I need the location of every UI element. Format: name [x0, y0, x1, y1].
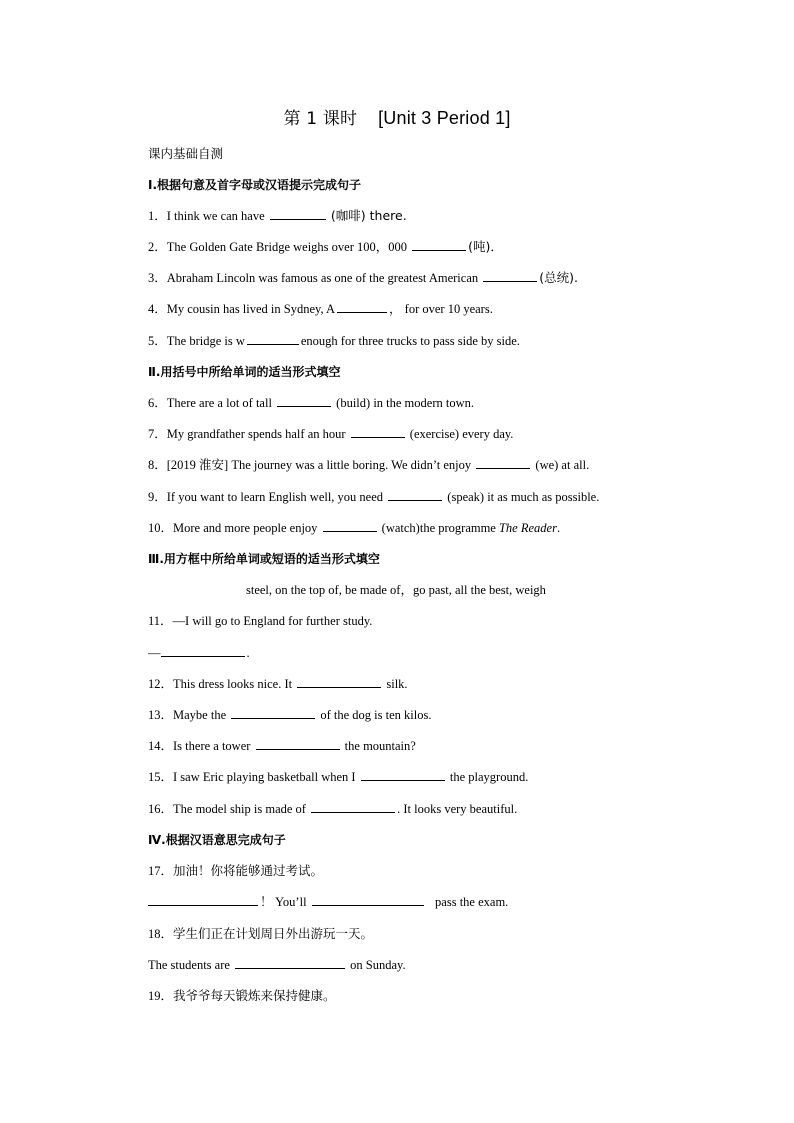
question-7	[148, 426, 513, 442]
subheading: 课内基础自测	[148, 146, 224, 161]
question-text-mid: (watch)the programme	[381, 521, 496, 535]
answer-blank[interactable]	[388, 489, 442, 501]
period: .	[246, 646, 250, 660]
question-18-answer-line	[148, 957, 406, 973]
answer-text: ！ You’ll	[260, 895, 307, 909]
question-17	[148, 863, 323, 879]
answer-blank[interactable]	[323, 520, 377, 532]
answer-blank[interactable]	[148, 894, 258, 906]
section-1-heading: Ⅰ.根据句意及首字母或汉语提示完成句子	[148, 178, 362, 192]
question-8	[148, 457, 589, 473]
answer-blank[interactable]	[361, 769, 445, 781]
section-3-heading: Ⅲ.用方框中所给单词或短语的适当形式填空	[148, 552, 380, 566]
dash: —	[148, 646, 161, 660]
question-hint: (咖啡) there.	[330, 208, 407, 223]
answer-blank[interactable]	[247, 333, 299, 345]
question-text-end: (build) in the modern town.	[336, 396, 474, 410]
question-number: 5．	[148, 334, 167, 348]
question-number: 16．	[148, 802, 174, 816]
answer-blank[interactable]	[311, 801, 395, 813]
question-chinese: 我爷爷每天锻炼来保持健康。	[173, 988, 336, 1003]
section-2-heading: Ⅱ.用括号中所给单词的适当形式填空	[148, 365, 341, 379]
question-number: 17．	[148, 864, 174, 878]
question-number: 13．	[148, 708, 174, 722]
question-13	[148, 707, 431, 723]
question-text: [2019 淮安] The journey was a little boring. We didn’t enjoy	[166, 458, 472, 472]
question-number: 6．	[148, 396, 167, 410]
question-1	[148, 208, 407, 224]
question-text-end: .	[556, 521, 561, 535]
programme-title: The Reader	[498, 521, 557, 535]
question-number: 14．	[148, 739, 174, 753]
answer-blank[interactable]	[351, 426, 405, 438]
question-text: Abraham Lincoln was famous as one of the greatest American	[166, 271, 479, 285]
question-2	[148, 239, 503, 255]
question-text: There are a lot of tall	[166, 396, 272, 410]
question-15	[148, 769, 528, 785]
question-text-end: . It looks very beautiful.	[397, 802, 518, 816]
answer-blank[interactable]	[235, 957, 345, 969]
answer-blank[interactable]	[231, 707, 315, 719]
question-6	[148, 395, 474, 411]
question-number: 18．	[148, 927, 174, 941]
question-chinese: 学生们正在计划周日外出游玩一天。	[173, 926, 374, 941]
lesson-label: 第 1 课时	[283, 109, 358, 129]
question-number: 1．	[148, 209, 167, 223]
answer-blank[interactable]	[161, 645, 245, 657]
question-14	[148, 738, 416, 754]
page-title	[0, 104, 794, 129]
question-16	[148, 801, 517, 817]
question-number: 8．	[148, 458, 167, 472]
answer-blank[interactable]	[277, 395, 331, 407]
question-chinese: 加油！你将能够通过考试。	[173, 863, 324, 878]
question-text: I saw Eric playing basketball when I	[173, 770, 356, 784]
question-text: I think we can have	[166, 209, 265, 223]
section-4-heading: Ⅳ.根据汉语意思完成句子	[148, 833, 286, 847]
question-text-end: (speak) it as much as possible.	[447, 490, 600, 504]
question-text: More and more people enjoy	[173, 521, 318, 535]
question-number: 11．	[148, 614, 173, 628]
question-17-answer-line	[148, 894, 508, 910]
answer-blank[interactable]	[256, 738, 340, 750]
question-18	[148, 926, 373, 942]
question-text: The bridge is w	[166, 334, 245, 348]
question-4	[148, 301, 493, 317]
answer-blank[interactable]	[337, 301, 387, 313]
answer-text: The students are	[148, 958, 230, 972]
question-number: 15．	[148, 770, 174, 784]
question-number: 4．	[148, 302, 167, 316]
question-text: My cousin has lived in Sydney, A	[166, 302, 336, 316]
question-text-end: enough for three trucks to pass side by side.	[300, 334, 520, 348]
answer-text-end: on Sunday.	[350, 958, 406, 972]
question-number: 9．	[148, 490, 167, 504]
question-5	[148, 333, 520, 349]
question-9	[148, 489, 599, 505]
question-12	[148, 676, 408, 692]
question-number: 12．	[148, 677, 174, 691]
question-text: The model ship is made of	[173, 802, 306, 816]
question-text-end: the playground.	[449, 770, 529, 784]
question-hint: (吨)．	[468, 239, 503, 254]
question-text-end: the mountain?	[344, 739, 416, 753]
answer-blank[interactable]	[270, 208, 326, 220]
question-number: 19．	[148, 989, 174, 1003]
question-text: Maybe the	[173, 708, 227, 722]
question-text-end: (exercise) every day.	[409, 427, 514, 441]
question-text: —I will go to England for further study.	[172, 614, 373, 628]
answer-blank[interactable]	[412, 239, 466, 251]
question-text-end: (we) at all.	[535, 458, 590, 472]
answer-blank[interactable]	[483, 270, 537, 282]
question-number: 7．	[148, 427, 167, 441]
answer-blank[interactable]	[312, 894, 424, 906]
question-3	[148, 270, 578, 286]
answer-blank[interactable]	[476, 457, 530, 469]
question-text: My grandfather spends half an hour	[166, 427, 346, 441]
question-11	[148, 613, 372, 629]
question-text: If you want to learn English well, you need	[166, 490, 384, 504]
word-box: steel, on the top of, be made of，go past, all the best, weigh	[246, 583, 546, 597]
question-number: 2．	[148, 240, 167, 254]
question-10	[148, 520, 560, 536]
question-11-answer-line	[148, 645, 250, 661]
question-text-end: ， for over 10 years.	[389, 302, 493, 316]
question-text: Is there a tower	[173, 739, 251, 753]
answer-text-end: pass the exam.	[435, 895, 509, 909]
question-text-end: silk.	[386, 677, 408, 691]
question-number: 10．	[148, 521, 174, 535]
question-hint: (总统).	[539, 270, 578, 285]
question-text-end: of the dog is ten kilos.	[320, 708, 432, 722]
answer-blank[interactable]	[297, 676, 381, 688]
unit-label: [Unit 3 Period 1]	[378, 108, 511, 128]
question-19	[148, 988, 336, 1004]
question-number: 3．	[148, 271, 167, 285]
question-text: This dress looks nice. It	[173, 677, 293, 691]
question-text: The Golden Gate Bridge weighs over 100，000	[166, 240, 407, 254]
